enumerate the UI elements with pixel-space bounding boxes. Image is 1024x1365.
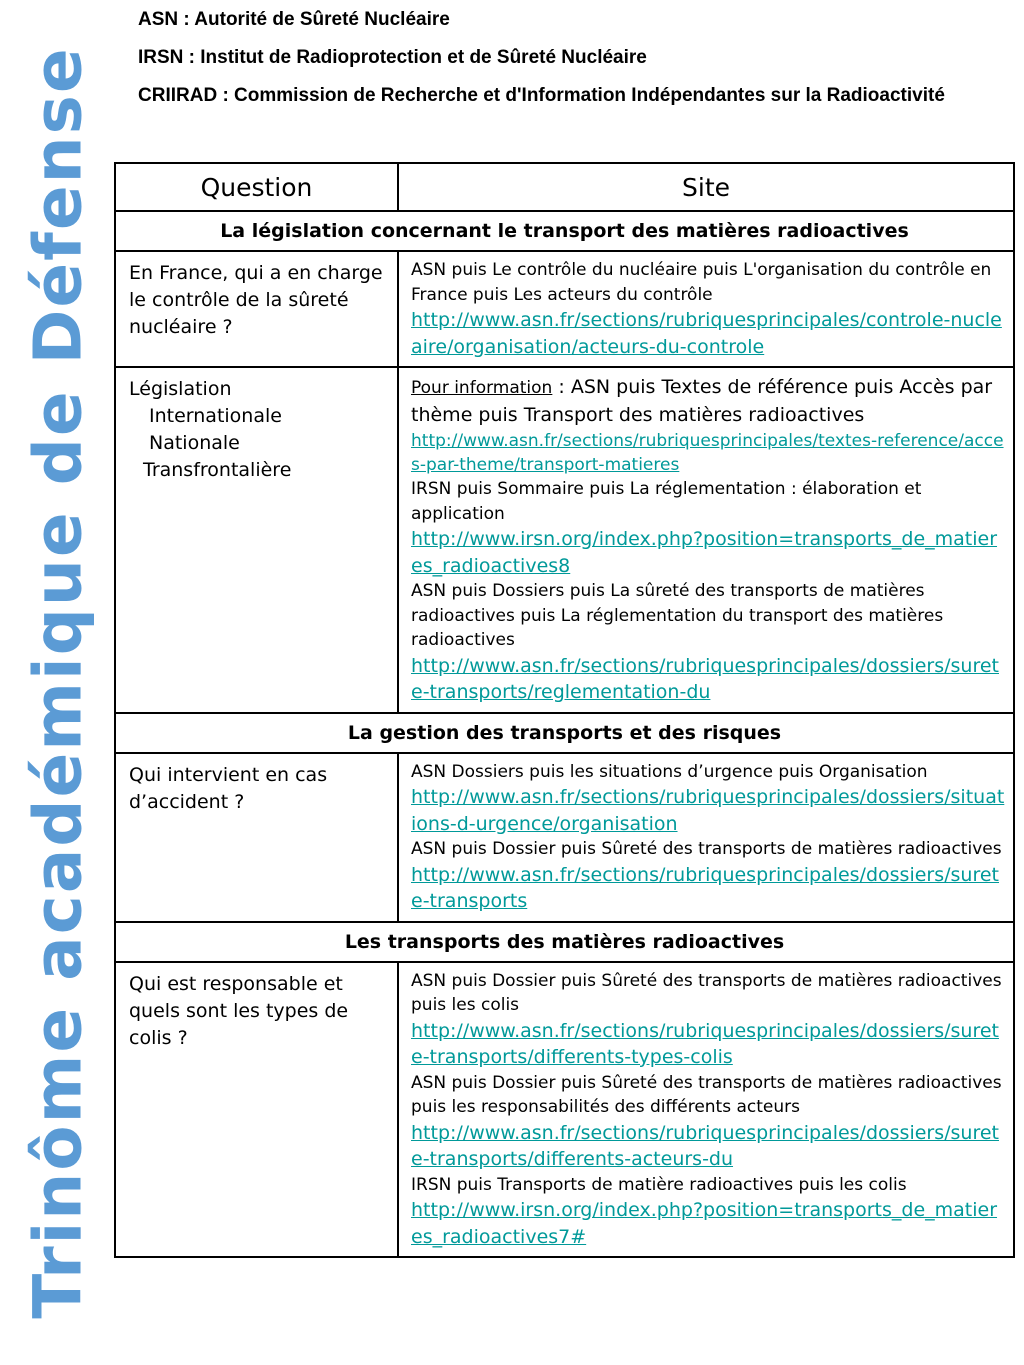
site-path-text: ASN puis Le contrôle du nucléaire puis L'organisation du contrôle en France puis Les acteurs du contrôle (411, 260, 992, 305)
asn-definition: ASN : Autorité de Sûreté Nucléaire (138, 9, 450, 30)
irsn-definition: IRSN : Institut de Radioprotection et de Sûreté Nucléaire (138, 47, 647, 68)
table-header-row (115, 163, 1014, 211)
site-link[interactable]: http://www.asn.fr/sections/rubriquesprincipales/controle-nucleaire/organisation/acteurs-du-controle (411, 309, 1002, 358)
question-cell: Qui est responsable et quels sont les types de colis ? (115, 962, 398, 1258)
question-cell: En France, qui a en charge le contrôle de la sûreté nucléaire ? (115, 251, 398, 367)
site-link[interactable]: http://www.irsn.org/index.php?position=transports_de_matieres_radioactives8 (411, 528, 998, 577)
site-link[interactable]: http://www.asn.fr/sections/rubriquesprincipales/dossiers/surete-transports (411, 863, 999, 912)
pour-information-label: Pour information (411, 378, 553, 398)
site-link[interactable]: http://www.asn.fr/sections/rubriquesprincipales/dossiers/surete-transports/reglementation-du (411, 654, 999, 703)
criirad-definition: CRIIRAD : Commission de Recherche et d'Information Indépendantes sur la Radioactivité (138, 85, 945, 106)
site-cell (398, 753, 1014, 922)
section-title-transports: Les transports des matières radioactives (115, 922, 1014, 962)
resources-table (114, 162, 1015, 1258)
section-row (115, 211, 1014, 251)
table-row (115, 753, 1014, 922)
question-subitem: Nationale (149, 432, 240, 454)
side-title (8, 0, 108, 1365)
section-title-risk-management: La gestion des transports et des risques (115, 713, 1014, 753)
site-path-text: IRSN puis Sommaire puis La réglementation : élaboration et application (411, 479, 922, 524)
question-cell (115, 367, 398, 713)
section-row (115, 922, 1014, 962)
site-link[interactable]: http://www.asn.fr/sections/rubriquesprincipales/textes-reference/acces-par-theme/transport-matieres (411, 431, 1004, 475)
column-header-site: Site (398, 163, 1014, 211)
question-title: Législation (129, 378, 232, 400)
site-path-text: ASN puis Dossier puis Sûreté des transports de matières radioactives puis les colis (411, 970, 1002, 1015)
side-title-text: Trinôme académique de Défense (19, 46, 97, 1319)
site-path-text: ASN puis Dossiers puis La sûreté des transports de matières radioactives puis La réglementation du transport des matières radioactives (411, 581, 944, 650)
site-cell (398, 962, 1014, 1258)
question-cell: Qui intervient en cas d’accident ? (115, 753, 398, 922)
section-title-legislation: La législation concernant le transport des matières radioactives (115, 211, 1014, 251)
table-row (115, 962, 1014, 1258)
site-cell (398, 251, 1014, 367)
table-row (115, 251, 1014, 367)
column-header-question: Question (115, 163, 398, 211)
site-link[interactable]: http://www.irsn.org/index.php?position=transports_de_matieres_radioactives7# (411, 1199, 998, 1248)
site-path-text: IRSN puis Transports de matière radioactives puis les colis (411, 1174, 907, 1195)
site-link[interactable]: http://www.asn.fr/sections/rubriquesprincipales/dossiers/surete-transports/differents-types-colis (411, 1019, 999, 1068)
site-path-text: ASN puis Dossier puis Sûreté des transports de matières radioactives (411, 839, 1002, 859)
question-subitem: Transfrontalière (143, 459, 292, 481)
section-row (115, 713, 1014, 753)
site-link[interactable]: http://www.asn.fr/sections/rubriquesprincipales/dossiers/situations-d-urgence/organisation (411, 786, 1005, 835)
site-path-text: ASN Dossiers puis les situations d’urgence puis Organisation (411, 761, 928, 782)
site-path-text: ASN puis Dossier puis Sûreté des transports de matières radioactives puis les responsabilités des différents acteurs (411, 1072, 1002, 1117)
site-cell (398, 367, 1014, 713)
acronym-definitions (138, 8, 994, 107)
pour-information-path: : ASN puis Textes de référence puis Accès par thème puis Transport des matières radioactives (411, 376, 993, 426)
pour-information-text (411, 374, 1007, 429)
site-link[interactable]: http://www.asn.fr/sections/rubriquesprincipales/dossiers/surete-transports/differents-acteurs-du (411, 1121, 999, 1170)
table-row (115, 367, 1014, 713)
question-subitem: Internationale (149, 405, 282, 427)
